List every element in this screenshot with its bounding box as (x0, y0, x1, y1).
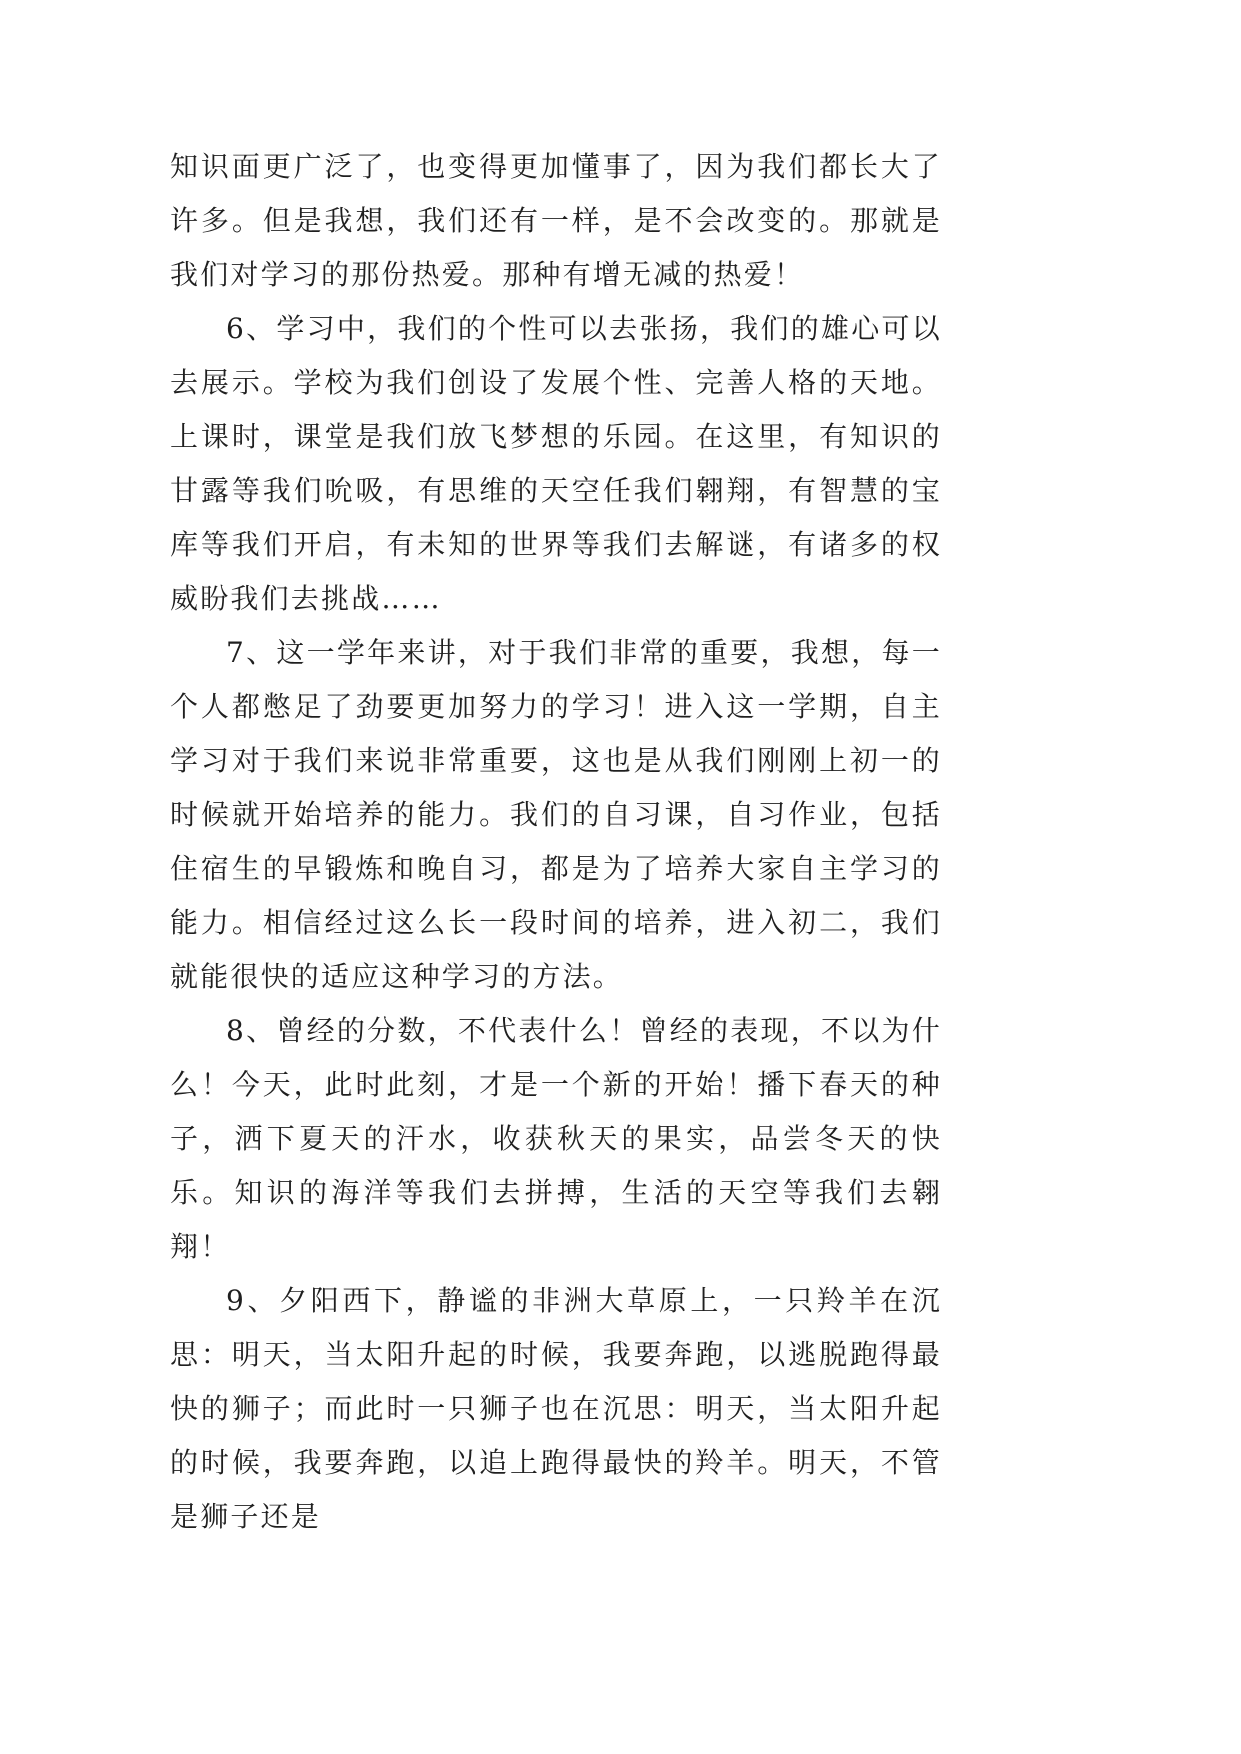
paragraph-continuation: 知识面更广泛了，也变得更加懂事了，因为我们都长大了许多。但是我想，我们还有一样，是不会改变的。那就是我们对学习的那份热爱。那种有增无减的热爱！ (170, 150, 942, 291)
paragraph-9: 9、夕阳西下，静谧的非洲大草原上，一只羚羊在沉思：明天，当太阳升起的时候，我要奔跑，以逃脱跑得最快的狮子；而此时一只狮子也在沉思：明天，当太阳升起的时候，我要奔跑，以追上跑得最快的羚羊。明天，不管是狮子还是 (170, 1284, 942, 1533)
document-body (170, 140, 942, 1544)
paragraph-7: 7、这一学年来讲，对于我们非常的重要，我想，每一个人都憋足了劲要更加努力的学习！进入这一学期，自主学习对于我们来说非常重要，这也是从我们刚刚上初一的时候就开始培养的能力。我们的自习课，自习作业，包括住宿生的早锻炼和晚自习，都是为了培养大家自主学习的能力。相信经过这么长一段时间的培养，进入初二，我们就能很快的适应这种学习的方法。 (170, 636, 942, 993)
paragraph-6: 6、学习中，我们的个性可以去张扬，我们的雄心可以去展示。学校为我们创设了发展个性、完善人格的天地。上课时，课堂是我们放飞梦想的乐园。在这里，有知识的甘露等我们吮吸，有思维的天空任我们翱翔，有智慧的宝库等我们开启，有未知的世界等我们去解谜，有诸多的权威盼我们去挑战…… (170, 312, 942, 615)
paragraph-8: 8、曾经的分数，不代表什么！曾经的表现，不以为什么！今天，此时此刻，才是一个新的开始！播下春天的种子，洒下夏天的汗水，收获秋天的果实，品尝冬天的快乐。知识的海洋等我们去拼搏，生活的天空等我们去翱翔！ (170, 1014, 942, 1263)
